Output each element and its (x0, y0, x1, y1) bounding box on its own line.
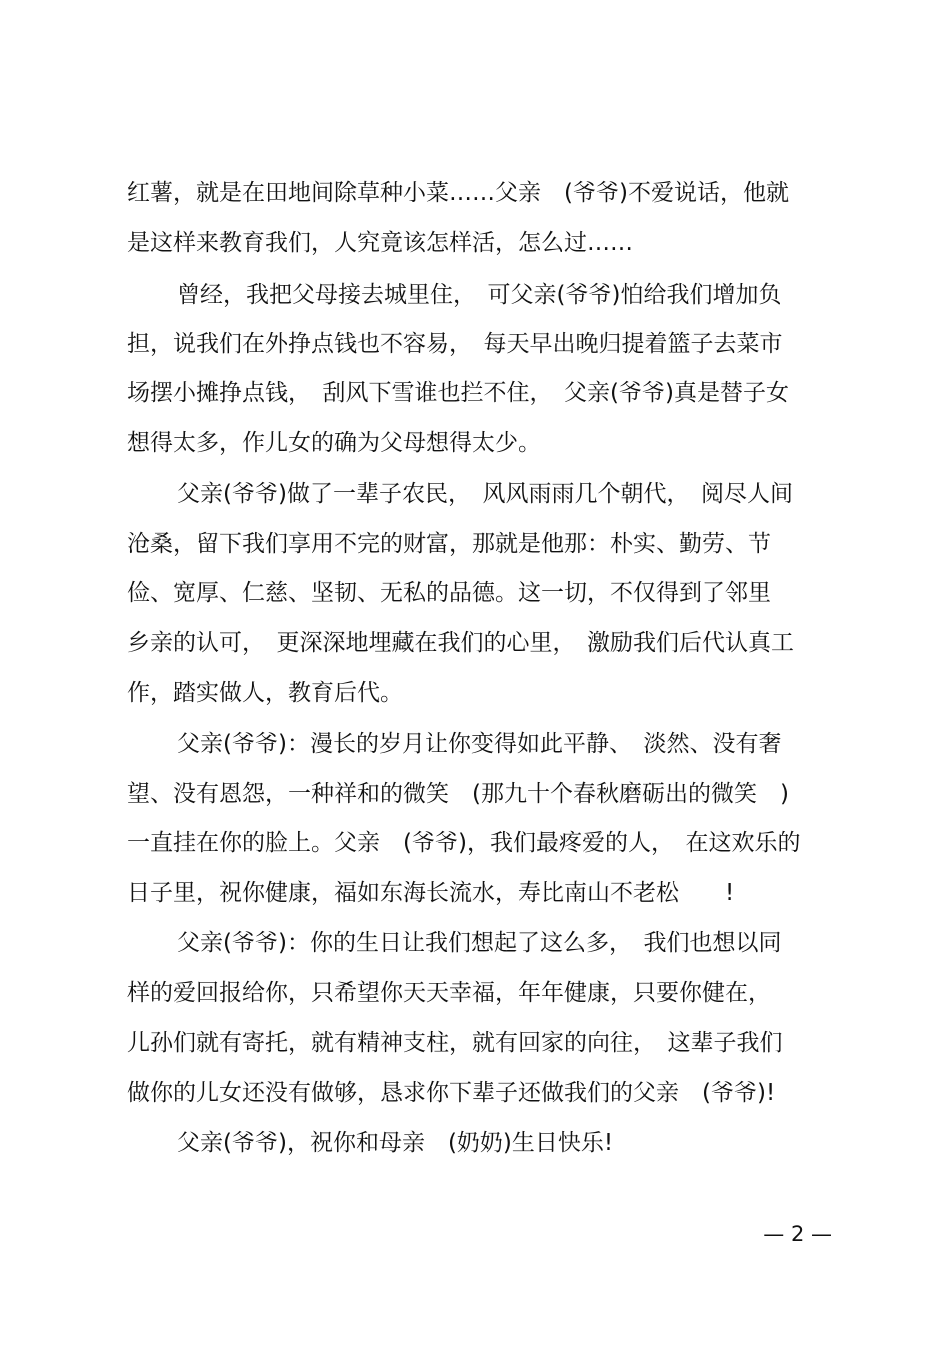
text-line: 是这样来教育我们，人究竟该怎样活，怎么过…… (127, 230, 633, 256)
text-line: 作，踏实做人，教育后代。 (127, 680, 403, 706)
text-line: 乡亲的认可， 更深深地埋藏在我们的心里， 激励我们后代认真工 (127, 630, 794, 656)
text-line: 做你的儿女还没有做够，恳求你下辈子还做我们的父亲 (爷爷)! (127, 1080, 776, 1106)
text-line: 想得太多，作儿女的确为父母想得太少。 (127, 430, 541, 456)
text-line: 红薯，就是在田地间除草种小菜……父亲 (爷爷)不爱说话，他就 (127, 180, 789, 206)
paragraph-start-line: 父亲(爷爷)，祝你和母亲 (奶奶)生日快乐! (177, 1130, 614, 1156)
paragraph-start-line: 父亲(爷爷)：漫长的岁月让你变得如此平静、 淡然、没有奢 (177, 731, 782, 757)
text-line: 样的爱回报给你，只希望你天天幸福，年年健康，只要你健在， (127, 980, 771, 1006)
page-number: — 2 — (763, 1222, 832, 1246)
paragraph-start-line: 父亲(爷爷)做了一辈子农民， 风风雨雨几个朝代， 阅尽人间 (177, 481, 793, 507)
text-line: 场摆小摊挣点钱， 刮风下雪谁也拦不住， 父亲(爷爷)真是替子女 (127, 380, 789, 406)
text-line: 担，说我们在外挣点钱也不容易， 每天早出晚归提着篮子去菜市 (127, 331, 783, 357)
text-line: 俭、宽厚、仁慈、坚韧、无私的品德。这一切，不仅得到了邻里 (127, 580, 771, 606)
text-line: 一直挂在你的脸上。父亲 (爷爷)，我们最疼爱的人， 在这欢乐的 (127, 830, 801, 856)
paragraph-start-line: 父亲(爷爷)：你的生日让我们想起了这么多， 我们也想以同 (177, 930, 782, 956)
text-line: 沧桑，留下我们享用不完的财富，那就是他那：朴实、勤劳、节 (127, 531, 771, 557)
text-line: 日子里，祝你健康，福如东海长流水，寿比南山不老松 ! (127, 880, 735, 906)
text-line: 望、没有恩怨，一种祥和的微笑 (那九十个春秋磨砺出的微笑 ) (127, 781, 789, 807)
paragraph-start-line: 曾经，我把父母接去城里住， 可父亲(爷爷)怕给我们增加负 (177, 282, 782, 308)
text-line: 儿孙们就有寄托，就有精神支柱，就有回家的向往， 这辈子我们 (127, 1030, 783, 1056)
